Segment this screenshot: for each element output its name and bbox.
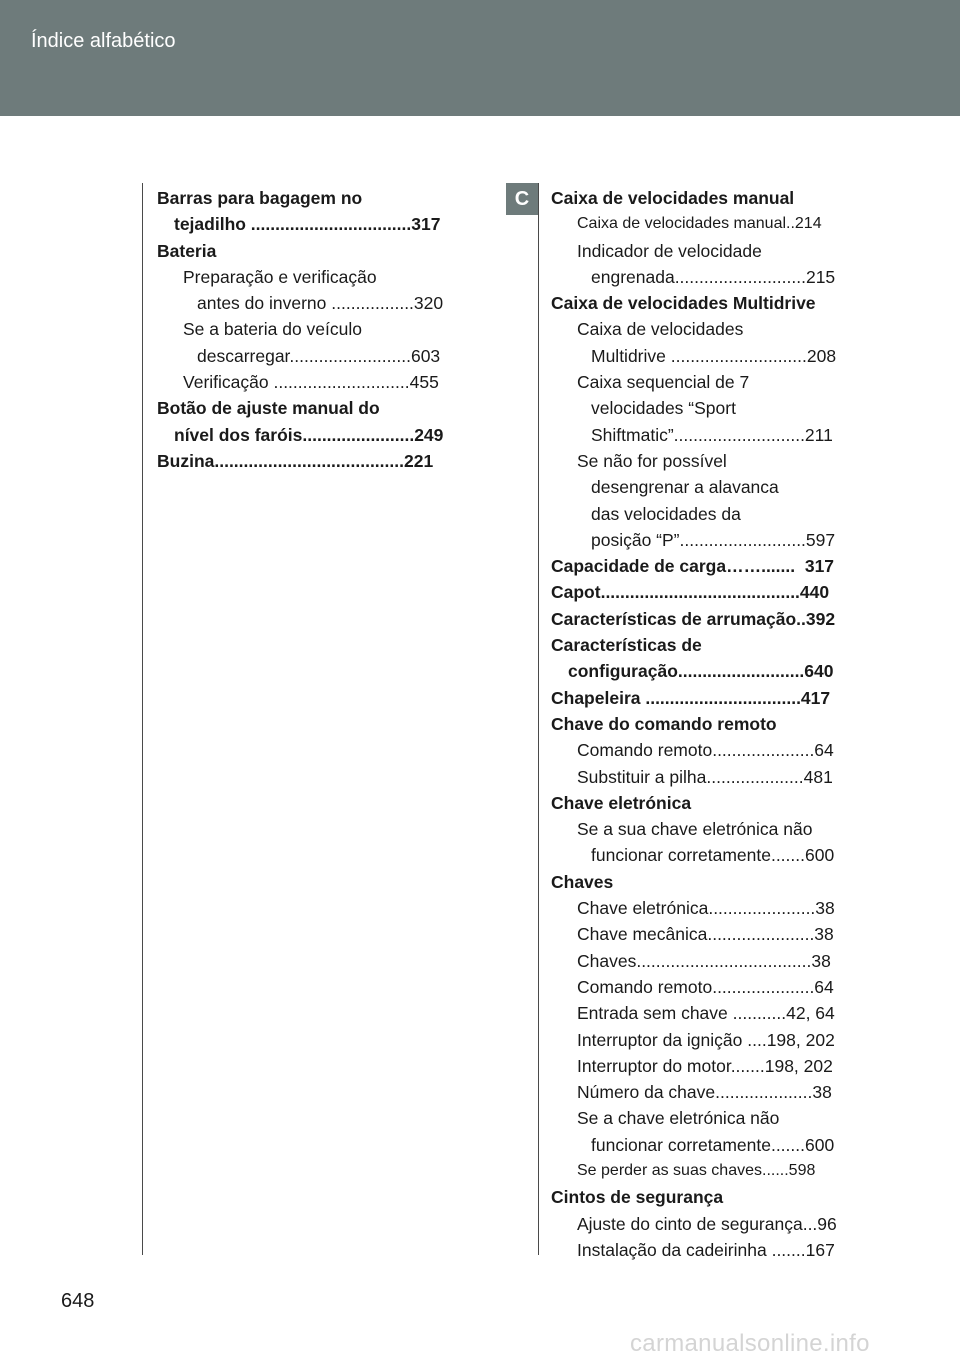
page-title: Índice alfabético	[31, 30, 176, 52]
index-subentry: descarregar.........................603	[197, 345, 441, 366]
index-subentry: antes do inverno .................320	[197, 293, 444, 314]
index-heading: Caixa de velocidades manual	[551, 188, 795, 208]
index-heading: Caixa de velocidades Multidrive	[551, 293, 816, 314]
index-subentry: Caixa sequencial de 7	[577, 372, 750, 393]
index-subentry: Entrada sem chave ...........42, 64	[577, 1003, 835, 1024]
index-heading: Características de	[551, 635, 702, 656]
index-heading: Chaves	[551, 871, 614, 892]
index-subentry: Interruptor do motor.......198, 202	[577, 1055, 833, 1076]
index-subentry: Shiftmatic”...........................211	[591, 424, 833, 445]
page-number: 648	[61, 1290, 95, 1312]
index-subentry: desengrenar a alavanca	[591, 477, 779, 498]
index-subentry: engrenada...........................215	[591, 266, 836, 287]
index-subentry: Se a chave eletrónica não	[577, 1108, 780, 1129]
index-subentry: das velocidades da	[591, 503, 741, 524]
index-subentry: funcionar corretamente.......600	[591, 1134, 835, 1155]
index-heading: Botão de ajuste manual do	[157, 398, 380, 419]
index-subentry: Multidrive ............................208	[591, 345, 837, 366]
index-subentry: Se a sua chave eletrónica não	[577, 819, 813, 840]
index-subentry: Interruptor da ignição ....198, 202	[577, 1029, 835, 1050]
index-heading: configuração..........................640	[568, 661, 834, 682]
header-bar	[0, 0, 960, 116]
index-subentry: Chave eletrónica......................38	[577, 898, 835, 919]
index-subentry: Caixa de velocidades manual..214	[577, 215, 822, 233]
index-subentry: velocidades “Sport	[591, 398, 736, 419]
index-heading: Chave do comando remoto	[551, 713, 777, 734]
index-subentry: Se a bateria do veículo	[183, 319, 363, 340]
index-heading: Chapeleira ................................417	[551, 687, 831, 708]
index-heading: Bateria	[157, 240, 217, 261]
index-subentry: Substituir a pilha....................481	[577, 766, 833, 787]
index-subentry: posição “P”..........................597	[591, 529, 836, 550]
index-heading: Características de arrumação..392	[551, 608, 836, 629]
index-heading: nível dos faróis.......................249	[174, 424, 444, 445]
index-subentry: Comando remoto.....................64	[577, 976, 834, 997]
section-letter-badge: C	[506, 183, 538, 215]
index-subentry: Caixa de velocidades	[577, 319, 744, 340]
index-heading: Chave eletrónica	[551, 792, 692, 813]
column-divider-left	[142, 183, 143, 1255]
index-subentry: Preparação e verificação	[183, 266, 377, 287]
index-heading: Buzina.......................................221	[157, 450, 434, 471]
index-heading: Cintos de segurança	[551, 1187, 724, 1208]
index-heading: Barras para bagagem no	[157, 188, 363, 208]
index-heading: Capacidade de carga……....... 317	[551, 556, 835, 577]
column-divider-right	[538, 183, 539, 1255]
index-subentry: Verificação ............................455	[183, 372, 439, 393]
index-subentry: Indicador de velocidade	[577, 240, 762, 261]
index-subentry: Se perder as suas chaves......598	[577, 1161, 816, 1179]
index-column-left	[157, 185, 469, 474]
index-subentry: Se não for possível	[577, 450, 727, 471]
index-subentry: Ajuste do cinto de segurança...96	[577, 1213, 837, 1234]
index-heading: Capot.........................................440	[551, 582, 830, 603]
index-subentry: Chave mecânica......................38	[577, 924, 834, 945]
index-heading: tejadilho .................................317	[174, 214, 441, 235]
watermark: carmanualsonline.info	[630, 1330, 870, 1357]
index-subentry: Comando remoto.....................64	[577, 740, 834, 761]
index-column-right	[551, 185, 865, 1263]
index-subentry: funcionar corretamente.......600	[591, 845, 835, 866]
index-subentry: Número da chave....................38	[577, 1082, 832, 1103]
index-subentry: Instalação da cadeirinha .......167	[577, 1239, 835, 1260]
index-subentry: Chaves....................................38	[577, 950, 831, 971]
